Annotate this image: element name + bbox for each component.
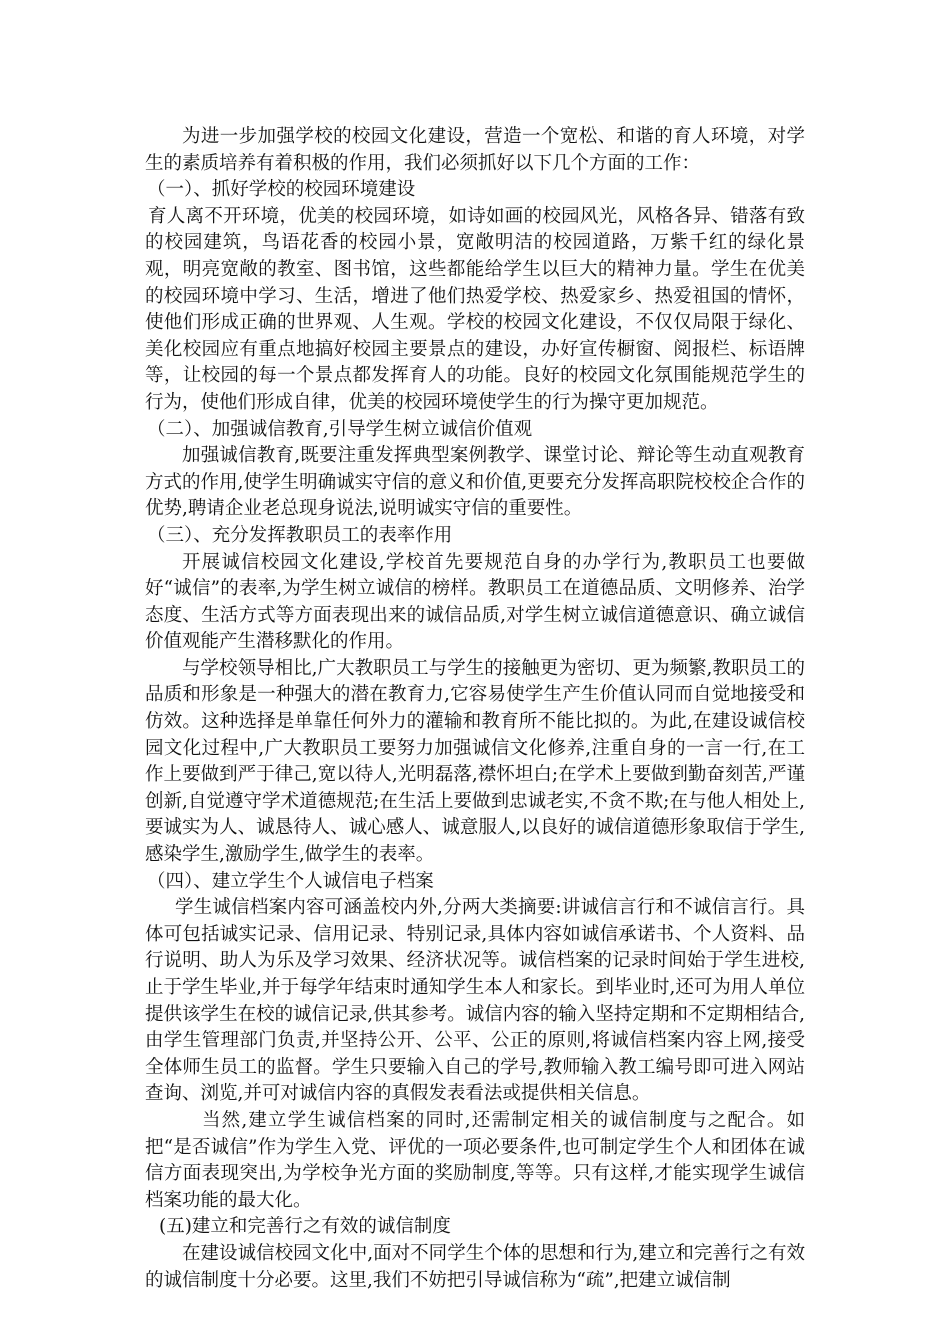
document-page bbox=[145, 124, 805, 1294]
section-2-heading: （二）、加强诚信教育,引导学生树立诚信价值观 bbox=[147, 418, 533, 440]
section-1-heading: （一）、抓好学校的校园环境建设 bbox=[147, 179, 416, 201]
section-4-heading: （四）、建立学生个人诚信电子档案 bbox=[147, 870, 434, 892]
section-1-paragraph-1: 育人离不开环境，优美的校园环境，如诗如画的校园风光，风格各异、错落有致的校园建筑，鸟语花香的校园小景，宽敞明洁的校园道路，万紫千红的绿化景观，明亮宽敞的教室、图书馆，这些都能给学生以巨大的精神力量。学生在优美的校园环境中学习、生活，增进了他们热爱学校、热爱家乡、热爱祖国的情怀，使他们形成正确的世界观、人生观。学校的校园文化建设，不仅仅局限于绿化、美化校园应有重点地搞好校园主要景点的建设，办好宣传橱窗、阅报栏、标语牌等，让校园的每一个景点都发挥育人的功能。良好的校园文化氛围能规范学生的行为，使他们形成自律，优美的校园环境使学生的行为操守更加规范。 bbox=[145, 205, 805, 413]
intro-paragraph: 为进一步加强学校的校园文化建设，营造一个宽松、和谐的育人环境，对学生的素质培养有着积极的作用，我们必须抓好以下几个方面的工作： bbox=[145, 126, 805, 174]
section-3-paragraph-2: 与学校领导相比,广大教职员工与学生的接触更为密切、更为频繁,教职员工的品质和形象是一种强大的潜在教育力,它容易使学生产生价值认同而自觉地接受和仿效。这种选择是单靠任何外力的灌输和教育所不能比拟的。为此,在建设诚信校园文化过程中,广大教职员工要努力加强诚信文化修养,注重自身的一言一行,在工作上要做到严于律己,宽以待人,光明磊落,襟怀坦白;在学术上要做到勤奋刻苦,严谨创新,自觉遵守学术道德规范;在生活上要做到忠诚老实,不贪不欺;在与他人相处上,要诚实为人、诚恳待人、诚心感人、诚意服人,以良好的诚信道德形象取信于学生,感染学生,激励学生,做学生的表率。 bbox=[145, 657, 805, 866]
section-2-paragraph-1: 加强诚信教育,既要注重发挥典型案例教学、课堂讨论、辩论等生动直观教育方式的作用,使学生明确诚实守信的意义和价值,更要充分发挥高职院校校企合作的优势,聘请企业老总现身说法,说明诚实守信的重要性。 bbox=[145, 445, 805, 520]
section-4-paragraph-1: 学生诚信档案内容可涵盖校内外,分两大类摘要:讲诚信言行和不诚信言行。具体可包括诚实记录、信用记录、特别记录,具体内容如诚信承诺书、个人资料、品行说明、助人为乐及学习效果、经济状况等。诚信档案的记录时间始于学生进校,止于学生毕业,并于每学年结束时通知学生本人和家长。到毕业时,还可为用人单位提供该学生在校的诚信记录,供其参考。诚信内容的输入坚持定期和不定期相结合,由学生管理部门负责,并坚持公开、公平、公正的原则,将诚信档案内容上网,接受全体师生员工的监督。学生只要输入自己的学号,教师输入教工编号即可进入网站查询、浏览,并可对诚信内容的真假发表看法或提供相关信息。 bbox=[145, 897, 805, 1105]
section-3-heading: （三）、充分发挥教职员工的表率作用 bbox=[147, 524, 453, 546]
section-5-paragraph-1: 在建设诚信校园文化中,面对不同学生个体的思想和行为,建立和完善行之有效的诚信制度十分必要。这里,我们不妨把引导诚信称为“疏”,把建立诚信制 bbox=[145, 1242, 805, 1291]
section-3-paragraph-1: 开展诚信校园文化建设,学校首先要规范自身的办学行为,教职员工也要做好“诚信”的表率,为学生树立诚信的榜样。教职员工在道德品质、文明修养、治学态度、生活方式等方面表现出来的诚信品质,对学生树立诚信道德意识、确立诚信价值观能产生潜移默化的作用。 bbox=[145, 551, 805, 653]
section-5-heading: (五)建立和完善行之有效的诚信制度 bbox=[159, 1216, 451, 1238]
section-4-paragraph-2: 当然,建立学生诚信档案的同时,还需制定相关的诚信制度与之配合。如把“是否诚信”作为学生入党、评优的一项必要条件,也可制定学生个人和团体在诚信方面表现突出,为学校争光方面的奖励制度,等等。只有这样,才能实现学生诚信档案功能的最大化。 bbox=[145, 1109, 805, 1211]
